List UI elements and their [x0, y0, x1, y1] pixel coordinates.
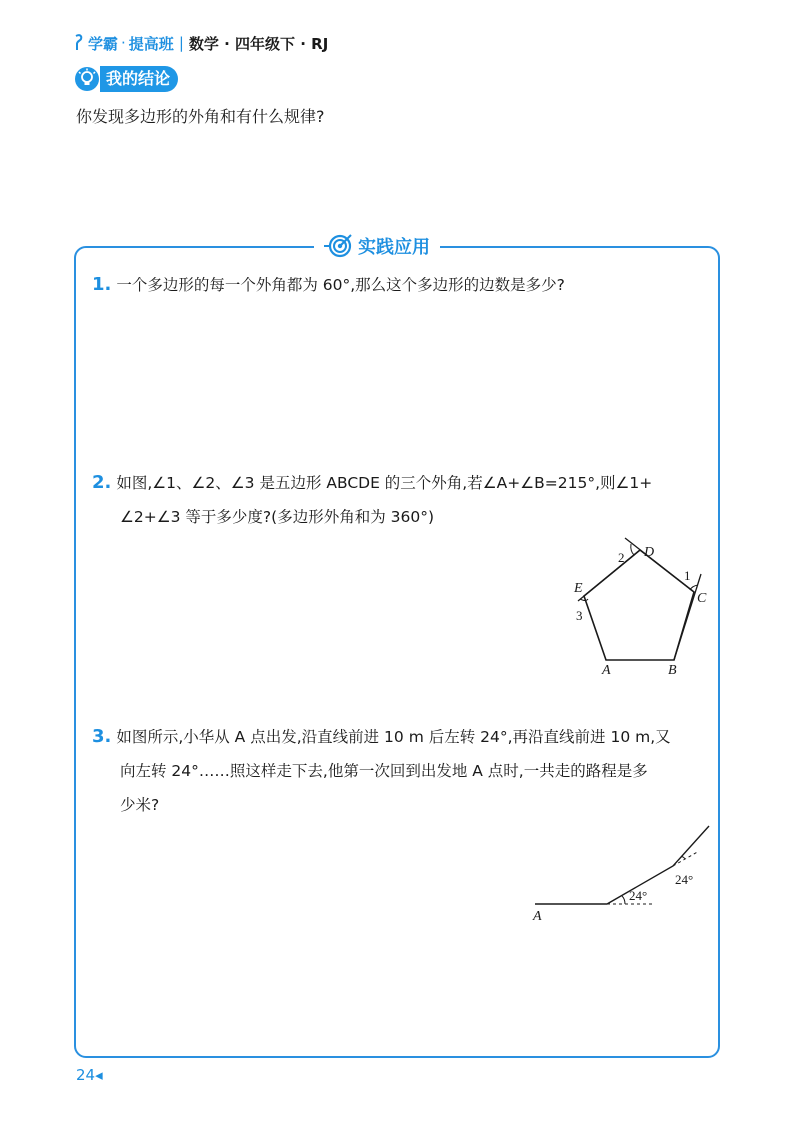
question-text: 一个多边形的每一个外角都为 60°,那么这个多边形的边数是多少? — [116, 276, 565, 294]
conclusion-label: 我的结论 — [100, 66, 178, 92]
label-angle-3: 3 — [576, 608, 583, 623]
brand-name: 学霸 — [88, 34, 119, 53]
label-start-a: A — [533, 909, 542, 924]
label-c: C — [697, 591, 707, 606]
page-number: 24◂ — [76, 1066, 103, 1084]
question-number: 1. — [92, 274, 112, 295]
pentagon-figure — [560, 536, 720, 678]
label-d: D — [644, 545, 655, 560]
label-angle-second: 24° — [675, 872, 694, 887]
question-number: 3. — [92, 726, 112, 747]
question-text-line-3: 少米? — [120, 796, 160, 814]
walking-path-figure — [525, 820, 715, 926]
question-1 — [92, 268, 565, 302]
angle-arc-first — [622, 896, 625, 904]
angle-arc-second — [681, 857, 685, 859]
target-icon — [324, 233, 352, 259]
label-a: A — [602, 663, 611, 678]
question-number: 2. — [92, 472, 112, 493]
question-text-line-1: 如图,∠1、∠2、∠3 是五边形 ABCDE 的三个外角,若∠A+∠B=215°,则∠1+ — [116, 474, 653, 492]
dashed-extension-2 — [673, 851, 699, 866]
question-text-line-2: ∠2+∠3 等于多少度?(多边形外角和为 360°) — [120, 508, 435, 526]
lightbulb-icon — [74, 66, 100, 92]
logo-mark-icon — [74, 34, 84, 52]
running-header: 学霸 · 提高班 | 数学 · 四年级下 · RJ — [74, 30, 328, 56]
header-separator: | — [178, 34, 184, 52]
label-e: E — [574, 581, 583, 596]
label-angle-2: 2 — [618, 550, 625, 565]
question-text-line-2: 向左转 24°……照这样走下去,他第一次回到出发地 A 点时,一共走的路程是多 — [120, 762, 648, 780]
question-3 — [92, 720, 716, 822]
section-title-text: 实践应用 — [358, 237, 430, 258]
label-angle-1: 1 — [684, 568, 691, 583]
question-text-line-1: 如图所示,小华从 A 点出发,沿直线前进 10 m 后左转 24°,再沿直线前进 10 m,又 — [116, 728, 671, 746]
brand-sub: 提高班 — [128, 34, 174, 53]
pentagon-shape — [584, 550, 694, 660]
angle-arc-2 — [631, 544, 634, 555]
conclusion-tag — [74, 66, 178, 92]
section-title — [314, 232, 440, 260]
label-angle-first: 24° — [629, 888, 648, 903]
book-title: 数学 · 四年级下 · RJ — [188, 34, 329, 53]
conclusion-question: 你发现多边形的外角和有什么规律? — [76, 107, 325, 126]
label-b: B — [668, 663, 677, 678]
question-2 — [92, 466, 716, 534]
walking-path — [535, 826, 709, 904]
extension-line-e — [578, 550, 640, 601]
angle-arc-3 — [580, 599, 588, 601]
extension-line-d — [625, 538, 694, 592]
